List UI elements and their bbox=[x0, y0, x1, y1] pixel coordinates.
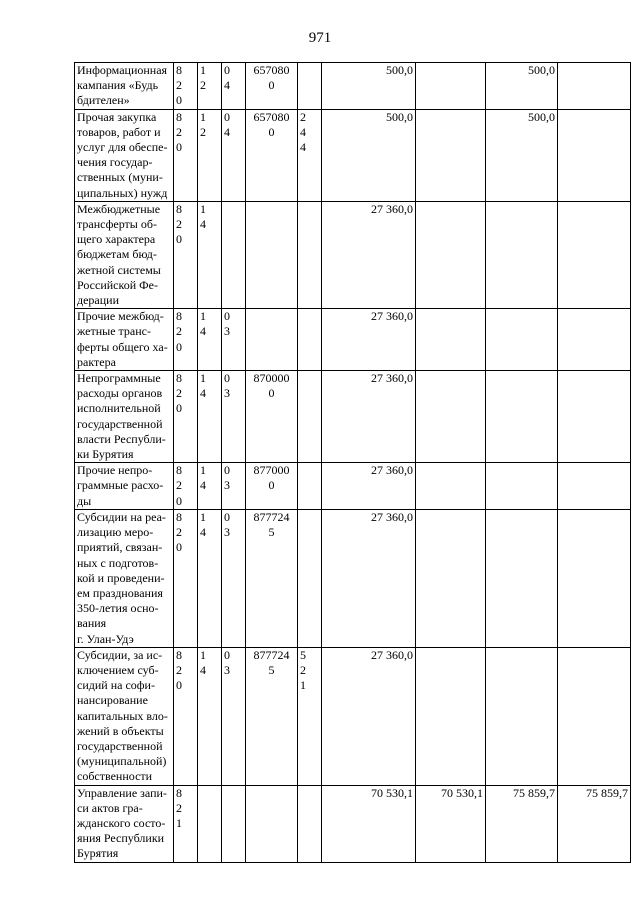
code-section: 1 4 bbox=[198, 647, 222, 785]
code-expense-type: 5 2 1 bbox=[298, 647, 322, 785]
amount-4 bbox=[558, 63, 631, 110]
code-section: 1 2 bbox=[198, 109, 222, 201]
code-section: 1 2 bbox=[198, 63, 222, 110]
table-body bbox=[75, 63, 631, 863]
row-name: Информационная кампания «Будь бдителен» bbox=[75, 63, 174, 110]
code-target: 870000 0 bbox=[246, 371, 298, 463]
code-ministry: 8 2 0 bbox=[174, 309, 198, 371]
budget-table bbox=[74, 62, 631, 863]
amount-3 bbox=[486, 647, 558, 785]
amount-2 bbox=[416, 647, 486, 785]
row-name: Межбюджетные трансферты об- щего характера бюджетам бюд- жетной системы Российской Фе- дерации bbox=[75, 201, 174, 308]
code-ministry: 8 2 0 bbox=[174, 509, 198, 647]
code-subsection: 0 3 bbox=[222, 509, 246, 647]
amount-2: 70 530,1 bbox=[416, 785, 486, 862]
code-subsection bbox=[222, 785, 246, 862]
table-row bbox=[75, 309, 631, 371]
page-number: 971 bbox=[308, 30, 332, 46]
table-row bbox=[75, 63, 631, 110]
code-section: 1 4 bbox=[198, 201, 222, 308]
amount-3: 500,0 bbox=[486, 109, 558, 201]
amount-3 bbox=[486, 463, 558, 510]
amount-1: 27 360,0 bbox=[322, 509, 416, 647]
row-name: Субсидии на реа- лизацию меро- приятий, связан- ных с подготов- кой и проведени- ем празднования 350-летия осно- вания г. Улан-Удэ bbox=[75, 509, 174, 647]
amount-3 bbox=[486, 201, 558, 308]
code-section: 1 4 bbox=[198, 309, 222, 371]
table-row bbox=[75, 201, 631, 308]
amount-1: 500,0 bbox=[322, 109, 416, 201]
code-ministry: 8 2 0 bbox=[174, 647, 198, 785]
code-ministry: 8 2 0 bbox=[174, 109, 198, 201]
amount-1: 500,0 bbox=[322, 63, 416, 110]
amount-2 bbox=[416, 371, 486, 463]
code-subsection: 0 4 bbox=[222, 109, 246, 201]
amount-4 bbox=[558, 109, 631, 201]
code-section bbox=[198, 785, 222, 862]
row-name: Прочие непро- граммные расхо- ды bbox=[75, 463, 174, 510]
code-subsection: 0 3 bbox=[222, 463, 246, 510]
amount-4 bbox=[558, 647, 631, 785]
code-subsection: 0 3 bbox=[222, 647, 246, 785]
table-row bbox=[75, 463, 631, 510]
amount-3: 75 859,7 bbox=[486, 785, 558, 862]
code-subsection bbox=[222, 201, 246, 308]
code-ministry: 8 2 0 bbox=[174, 371, 198, 463]
amount-3: 500,0 bbox=[486, 63, 558, 110]
row-name: Непрограммные расходы органов исполнительной государственной власти Республи- ки Бурятия bbox=[75, 371, 174, 463]
code-target: 657080 0 bbox=[246, 109, 298, 201]
amount-3 bbox=[486, 309, 558, 371]
code-target bbox=[246, 785, 298, 862]
amount-4 bbox=[558, 463, 631, 510]
code-target: 877724 5 bbox=[246, 647, 298, 785]
table-row bbox=[75, 371, 631, 463]
table-row bbox=[75, 109, 631, 201]
amount-2 bbox=[416, 201, 486, 308]
row-name: Прочие межбюд- жетные транс- ферты общего ха- рактера bbox=[75, 309, 174, 371]
table-row bbox=[75, 509, 631, 647]
amount-3 bbox=[486, 509, 558, 647]
code-ministry: 8 2 0 bbox=[174, 463, 198, 510]
code-subsection: 0 3 bbox=[222, 371, 246, 463]
code-ministry: 8 2 0 bbox=[174, 201, 198, 308]
code-expense-type bbox=[298, 463, 322, 510]
code-target bbox=[246, 201, 298, 308]
code-section: 1 4 bbox=[198, 463, 222, 510]
code-target: 657080 0 bbox=[246, 63, 298, 110]
code-section: 1 4 bbox=[198, 371, 222, 463]
row-name: Субсидии, за ис- ключением суб- сидий на софи- нансирование капитальных вло- жений в объекты государственной (муниципальной) собственности bbox=[75, 647, 174, 785]
amount-4 bbox=[558, 509, 631, 647]
amount-2 bbox=[416, 463, 486, 510]
code-subsection: 0 4 bbox=[222, 63, 246, 110]
code-section: 1 4 bbox=[198, 509, 222, 647]
row-name: Управление запи- си актов гра- жданского состо- яния Республики Бурятия bbox=[75, 785, 174, 862]
code-expense-type bbox=[298, 785, 322, 862]
amount-1: 27 360,0 bbox=[322, 463, 416, 510]
amount-1: 27 360,0 bbox=[322, 647, 416, 785]
code-expense-type bbox=[298, 309, 322, 371]
code-target: 877000 0 bbox=[246, 463, 298, 510]
row-name: Прочая закупка товаров, работ и услуг для обеспе- чения государ- ственных (муни- ципальных) нужд bbox=[75, 109, 174, 201]
amount-2 bbox=[416, 509, 486, 647]
code-expense-type bbox=[298, 509, 322, 647]
amount-4 bbox=[558, 371, 631, 463]
amount-1: 27 360,0 bbox=[322, 201, 416, 308]
amount-4: 75 859,7 bbox=[558, 785, 631, 862]
code-expense-type bbox=[298, 201, 322, 308]
amount-1: 27 360,0 bbox=[322, 309, 416, 371]
code-target: 877724 5 bbox=[246, 509, 298, 647]
amount-2 bbox=[416, 309, 486, 371]
amount-1: 27 360,0 bbox=[322, 371, 416, 463]
amount-4 bbox=[558, 201, 631, 308]
code-expense-type bbox=[298, 371, 322, 463]
code-ministry: 8 2 1 bbox=[174, 785, 198, 862]
code-ministry: 8 2 0 bbox=[174, 63, 198, 110]
code-expense-type bbox=[298, 63, 322, 110]
code-target bbox=[246, 309, 298, 371]
amount-2 bbox=[416, 109, 486, 201]
amount-4 bbox=[558, 309, 631, 371]
amount-2 bbox=[416, 63, 486, 110]
table-row bbox=[75, 785, 631, 862]
table-row bbox=[75, 647, 631, 785]
amount-3 bbox=[486, 371, 558, 463]
code-expense-type: 2 4 4 bbox=[298, 109, 322, 201]
amount-1: 70 530,1 bbox=[322, 785, 416, 862]
code-subsection: 0 3 bbox=[222, 309, 246, 371]
